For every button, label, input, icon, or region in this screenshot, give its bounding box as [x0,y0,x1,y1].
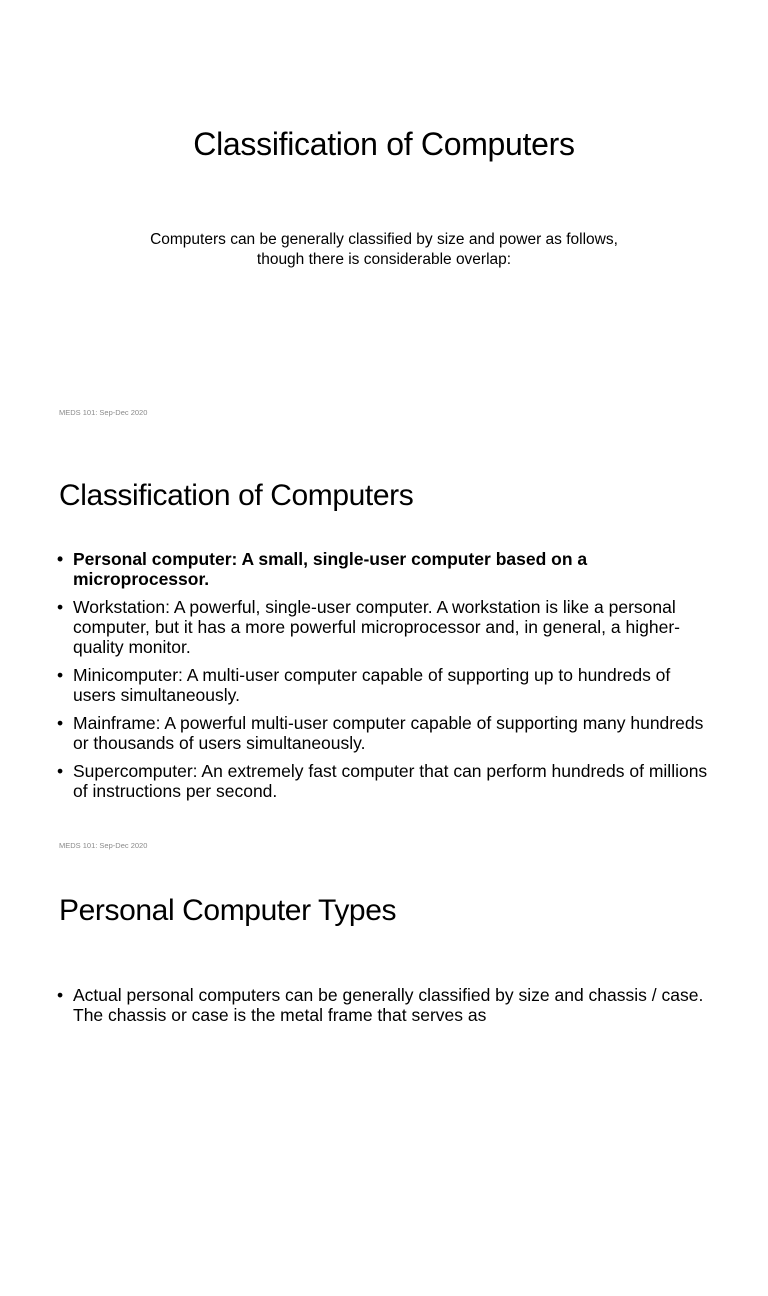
bullet-dot: • [57,761,64,781]
slide-2-footer: MEDS 101: Sep-Dec 2020 [59,841,148,850]
bullet-mainframe [57,713,717,753]
bullet-personal-computer [57,549,717,589]
bullet-dot: • [57,549,64,569]
slide-3-title: Personal Computer Types [59,894,397,927]
slide-1-title: Classification of Computers [193,126,575,162]
bullet-text: Mainframe: A powerful multi-user computer capable of supporting many hundreds or thousands of users simultaneously. [73,713,704,753]
bullet-dot: • [57,597,64,617]
bullet-text: Minicomputer: A multi-user computer capable of supporting up to hundreds of users simultaneously. [73,665,671,705]
bullet-text: Personal computer: A small, single-user computer based on a microprocessor. [73,549,588,589]
bullet-dot: • [57,713,64,733]
slide-1-subtitle-line-1: Computers can be generally classified by size and power as follows, [150,231,618,248]
slide-1-subtitle [110,230,658,270]
bullet-supercomputer [57,761,717,801]
slide-personal-computer-types [0,864,768,1296]
slide-title-page [0,0,768,432]
bullet-workstation [57,597,717,657]
slide-2-title: Classification of Computers [59,479,414,512]
slide-1-subtitle-line-2: though there is considerable overlap: [256,251,512,268]
bullet-text: Actual personal computers can be generally classified by size and chassis / case. The chassis or case is the metal frame that serves as [73,985,704,1025]
slide-classification [0,432,768,864]
slide-1-footer: MEDS 101: Sep-Dec 2020 [59,408,148,417]
bullet-text: Supercomputer: An extremely fast computer that can perform hundreds of millions of instructions per second. [73,761,708,801]
bullet-dot: • [57,665,64,685]
slide-3-bullet-list [57,985,717,1033]
bullet-actual-personal-computers [57,985,717,1025]
bullet-minicomputer [57,665,717,705]
bullet-dot: • [57,985,64,1005]
slide-2-bullet-list [57,549,717,809]
bullet-text: Workstation: A powerful, single-user computer. A workstation is like a personal computer, but it has a more powerful microprocessor and, in general, a higher-quality monitor. [73,597,680,657]
